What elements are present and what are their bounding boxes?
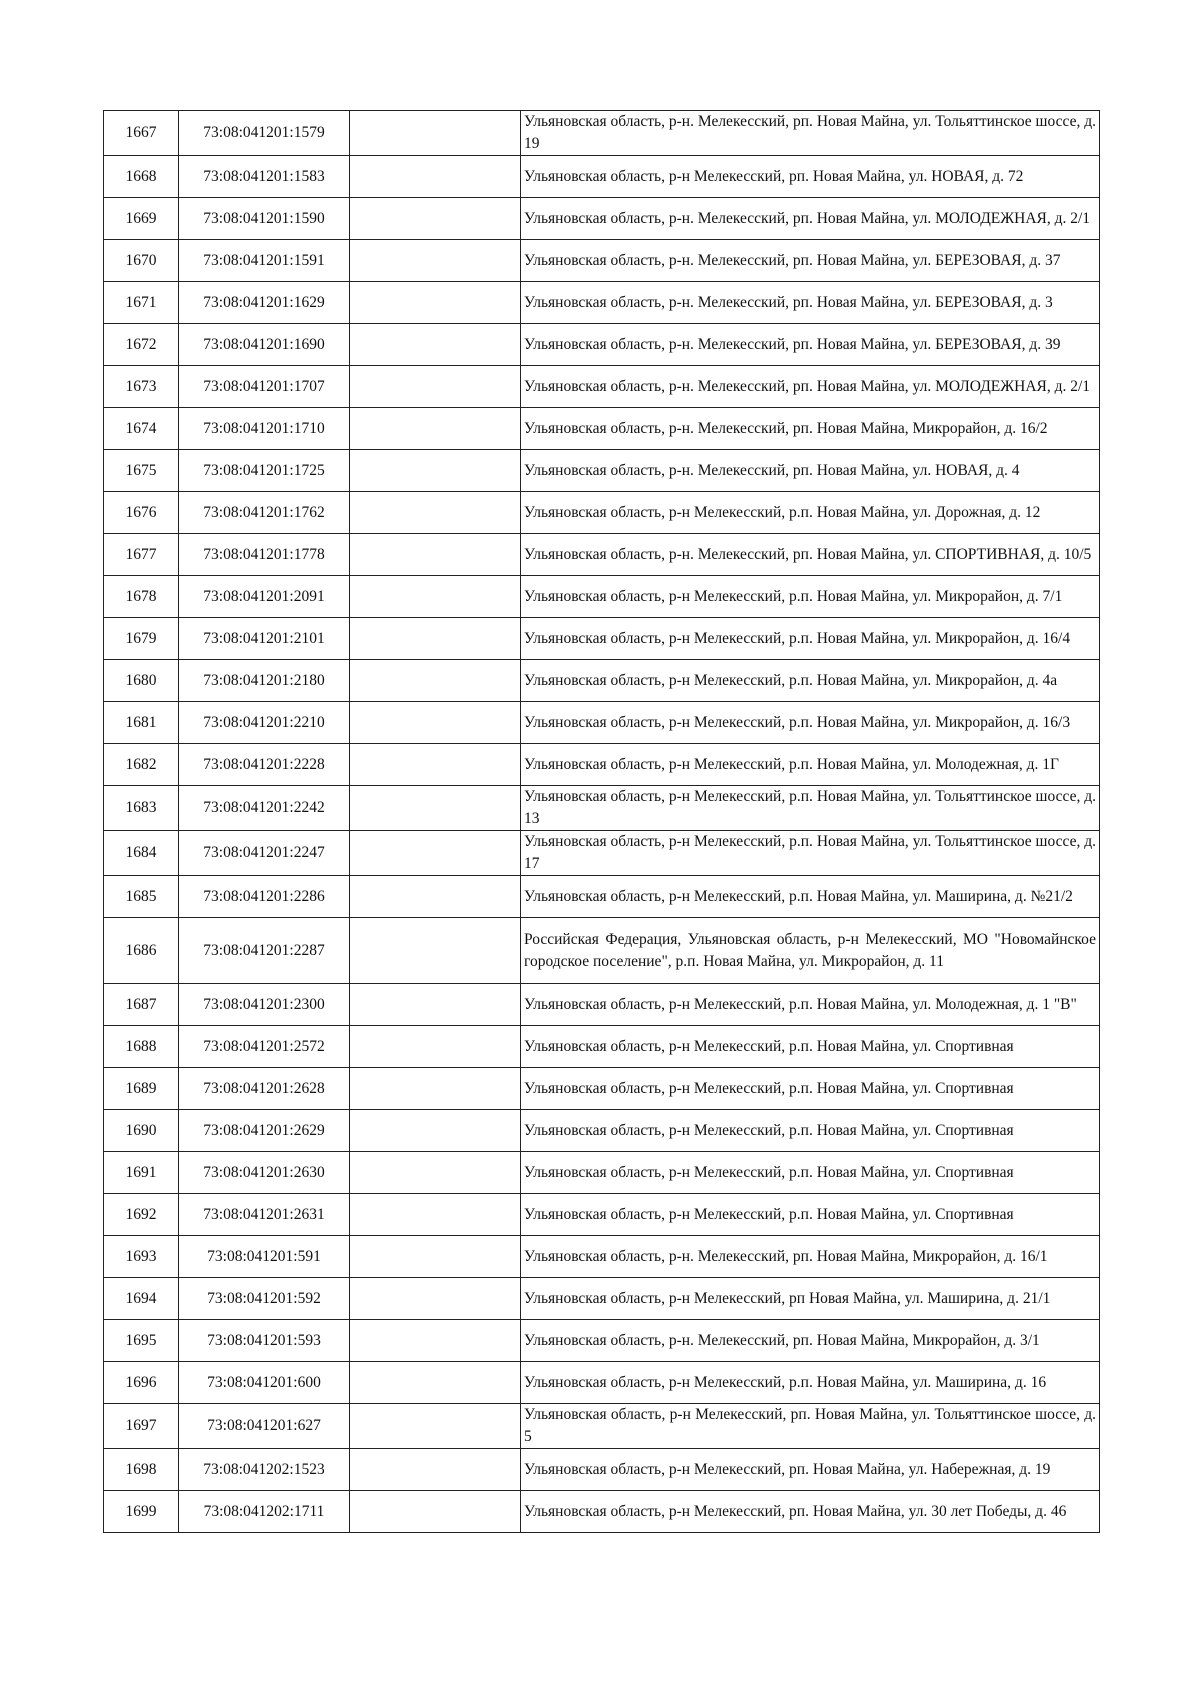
table-row	[104, 534, 1100, 576]
row-number-cell: 1683	[104, 786, 179, 831]
row-number-cell: 1686	[104, 918, 179, 984]
cadastral-number-cell: 73:08:041201:1725	[179, 450, 350, 492]
row-number-cell: 1674	[104, 408, 179, 450]
table-row	[104, 984, 1100, 1026]
empty-cell	[350, 1068, 521, 1110]
address-cell: Ульяновская область, р-н Мелекесский, р.п. Новая Майна, ул. Спортивная	[521, 1110, 1100, 1152]
cadastral-number-cell: 73:08:041201:2628	[179, 1068, 350, 1110]
empty-cell	[350, 111, 521, 156]
cadastral-number-cell: 73:08:041201:2180	[179, 660, 350, 702]
cadastral-number-cell: 73:08:041201:1629	[179, 282, 350, 324]
address-cell: Ульяновская область, р-н Мелекесский, р.п. Новая Майна, ул. Маширина, д. №21/2	[521, 876, 1100, 918]
address-cell: Ульяновская область, р-н Мелекесский, р.п. Новая Майна, ул. Спортивная	[521, 1152, 1100, 1194]
empty-cell	[350, 918, 521, 984]
row-number-cell: 1671	[104, 282, 179, 324]
row-number-cell: 1689	[104, 1068, 179, 1110]
cadastral-number-cell: 73:08:041201:1778	[179, 534, 350, 576]
address-cell: Ульяновская область, р-н Мелекесский, рп. Новая Майна, ул. Набережная, д. 19	[521, 1449, 1100, 1491]
address-cell: Ульяновская область, р-н. Мелекесский, рп. Новая Майна, Микрорайон, д. 16/1	[521, 1236, 1100, 1278]
empty-cell	[350, 1449, 521, 1491]
cadastral-number-cell: 73:08:041201:2091	[179, 576, 350, 618]
empty-cell	[350, 1362, 521, 1404]
address-cell: Ульяновская область, р-н. Мелекесский, рп. Новая Майна, Микрорайон, д. 3/1	[521, 1320, 1100, 1362]
address-cell: Ульяновская область, р-н Мелекесский, рп. Новая Майна, ул. Тольяттинское шоссе, д. 5	[521, 1404, 1100, 1449]
cadastral-number-cell: 73:08:041201:593	[179, 1320, 350, 1362]
address-cell: Ульяновская область, р-н Мелекесский, р.п. Новая Майна, ул. Микрорайон, д. 16/3	[521, 702, 1100, 744]
table-row	[104, 156, 1100, 198]
row-number-cell: 1694	[104, 1278, 179, 1320]
empty-cell	[350, 702, 521, 744]
row-number-cell: 1691	[104, 1152, 179, 1194]
empty-cell	[350, 156, 521, 198]
cadastral-number-cell: 73:08:041201:2287	[179, 918, 350, 984]
cadastral-number-cell: 73:08:041201:1583	[179, 156, 350, 198]
row-number-cell: 1696	[104, 1362, 179, 1404]
address-cell: Ульяновская область, р-н Мелекесский, р.п. Новая Майна, ул. Микрорайон, д. 4а	[521, 660, 1100, 702]
row-number-cell: 1675	[104, 450, 179, 492]
row-number-cell: 1670	[104, 240, 179, 282]
table-row	[104, 702, 1100, 744]
row-number-cell: 1667	[104, 111, 179, 156]
table-row	[104, 111, 1100, 156]
row-number-cell: 1681	[104, 702, 179, 744]
row-number-cell: 1699	[104, 1491, 179, 1533]
table-row	[104, 1320, 1100, 1362]
table-row	[104, 1110, 1100, 1152]
table-row	[104, 618, 1100, 660]
cadastral-registry-table	[103, 110, 1100, 1533]
row-number-cell: 1690	[104, 1110, 179, 1152]
registry-table-body	[104, 111, 1100, 1533]
empty-cell	[350, 198, 521, 240]
cadastral-number-cell: 73:08:041201:2242	[179, 786, 350, 831]
empty-cell	[350, 786, 521, 831]
table-row	[104, 408, 1100, 450]
cadastral-number-cell: 73:08:041201:2300	[179, 984, 350, 1026]
table-row	[104, 1236, 1100, 1278]
table-row	[104, 1491, 1100, 1533]
empty-cell	[350, 240, 521, 282]
address-cell: Ульяновская область, р-н Мелекесский, р.п. Новая Майна, ул. Тольяттинское шоссе, д. 13	[521, 786, 1100, 831]
table-row	[104, 282, 1100, 324]
table-row	[104, 1362, 1100, 1404]
address-cell: Ульяновская область, р-н. Мелекесский, рп. Новая Майна, ул. МОЛОДЕЖНАЯ, д. 2/1	[521, 198, 1100, 240]
address-cell: Ульяновская область, р-н Мелекесский, р.п. Новая Майна, ул. Молодежная, д. 1 "В"	[521, 984, 1100, 1026]
empty-cell	[350, 282, 521, 324]
cadastral-number-cell: 73:08:041201:2210	[179, 702, 350, 744]
empty-cell	[350, 324, 521, 366]
cadastral-number-cell: 73:08:041201:2572	[179, 1026, 350, 1068]
address-cell: Ульяновская область, р-н Мелекесский, р.п. Новая Майна, ул. Дорожная, д. 12	[521, 492, 1100, 534]
empty-cell	[350, 1404, 521, 1449]
row-number-cell: 1697	[104, 1404, 179, 1449]
address-cell: Ульяновская область, р-н Мелекесский, р.п. Новая Майна, ул. Спортивная	[521, 1194, 1100, 1236]
address-cell: Ульяновская область, р-н Мелекесский, р.п. Новая Майна, ул. Тольяттинское шоссе, д. 17	[521, 831, 1100, 876]
table-row	[104, 744, 1100, 786]
cadastral-number-cell: 73:08:041201:1579	[179, 111, 350, 156]
row-number-cell: 1676	[104, 492, 179, 534]
table-row	[104, 324, 1100, 366]
empty-cell	[350, 876, 521, 918]
table-row	[104, 918, 1100, 984]
table-row	[104, 1449, 1100, 1491]
cadastral-number-cell: 73:08:041201:2228	[179, 744, 350, 786]
row-number-cell: 1692	[104, 1194, 179, 1236]
cadastral-number-cell: 73:08:041201:2629	[179, 1110, 350, 1152]
cadastral-number-cell: 73:08:041201:591	[179, 1236, 350, 1278]
address-cell: Ульяновская область, р-н. Мелекесский, рп. Новая Майна, ул. БЕРЕЗОВАЯ, д. 39	[521, 324, 1100, 366]
table-row	[104, 1404, 1100, 1449]
row-number-cell: 1668	[104, 156, 179, 198]
empty-cell	[350, 1026, 521, 1068]
empty-cell	[350, 576, 521, 618]
address-cell: Ульяновская область, р-н Мелекесский, р.п. Новая Майна, ул. Спортивная	[521, 1026, 1100, 1068]
address-cell: Ульяновская область, р-н. Мелекесский, рп. Новая Майна, ул. СПОРТИВНАЯ, д. 10/5	[521, 534, 1100, 576]
address-cell: Ульяновская область, р-н Мелекесский, рп Новая Майна, ул. Маширина, д. 21/1	[521, 1278, 1100, 1320]
row-number-cell: 1682	[104, 744, 179, 786]
cadastral-number-cell: 73:08:041201:600	[179, 1362, 350, 1404]
address-cell: Ульяновская область, р-н. Мелекесский, рп. Новая Майна, ул. НОВАЯ, д. 4	[521, 450, 1100, 492]
cadastral-number-cell: 73:08:041201:627	[179, 1404, 350, 1449]
cadastral-number-cell: 73:08:041201:1762	[179, 492, 350, 534]
address-cell: Ульяновская область, р-н Мелекесский, рп. Новая Майна, ул. НОВАЯ, д. 72	[521, 156, 1100, 198]
row-number-cell: 1684	[104, 831, 179, 876]
table-row	[104, 492, 1100, 534]
table-row	[104, 831, 1100, 876]
row-number-cell: 1672	[104, 324, 179, 366]
empty-cell	[350, 744, 521, 786]
address-cell: Ульяновская область, р-н. Мелекесский, рп. Новая Майна, ул. Тольяттинское шоссе, д. 19	[521, 111, 1100, 156]
cadastral-number-cell: 73:08:041201:1590	[179, 198, 350, 240]
row-number-cell: 1680	[104, 660, 179, 702]
row-number-cell: 1677	[104, 534, 179, 576]
address-cell: Ульяновская область, р-н. Мелекесский, рп. Новая Майна, ул. МОЛОДЕЖНАЯ, д. 2/1	[521, 366, 1100, 408]
cadastral-number-cell: 73:08:041201:1690	[179, 324, 350, 366]
empty-cell	[350, 534, 521, 576]
row-number-cell: 1688	[104, 1026, 179, 1068]
table-row	[104, 1152, 1100, 1194]
cadastral-number-cell: 73:08:041201:2101	[179, 618, 350, 660]
cadastral-number-cell: 73:08:041201:2631	[179, 1194, 350, 1236]
empty-cell	[350, 831, 521, 876]
address-cell: Российская Федерация, Ульяновская область, р-н Мелекесский, МО "Новомайнское городское поселение", р.п. Новая Майна, ул. Микрорайон, д. 11	[521, 918, 1100, 984]
row-number-cell: 1679	[104, 618, 179, 660]
table-row	[104, 1068, 1100, 1110]
row-number-cell: 1687	[104, 984, 179, 1026]
empty-cell	[350, 984, 521, 1026]
table-row	[104, 660, 1100, 702]
row-number-cell: 1673	[104, 366, 179, 408]
empty-cell	[350, 450, 521, 492]
empty-cell	[350, 1194, 521, 1236]
cadastral-number-cell: 73:08:041201:2247	[179, 831, 350, 876]
table-row	[104, 450, 1100, 492]
empty-cell	[350, 366, 521, 408]
row-number-cell: 1678	[104, 576, 179, 618]
table-row	[104, 876, 1100, 918]
row-number-cell: 1695	[104, 1320, 179, 1362]
empty-cell	[350, 1152, 521, 1194]
cadastral-number-cell: 73:08:041201:1707	[179, 366, 350, 408]
address-cell: Ульяновская область, р-н Мелекесский, р.п. Новая Майна, ул. Маширина, д. 16	[521, 1362, 1100, 1404]
row-number-cell: 1698	[104, 1449, 179, 1491]
address-cell: Ульяновская область, р-н. Мелекесский, рп. Новая Майна, ул. БЕРЕЗОВАЯ, д. 3	[521, 282, 1100, 324]
row-number-cell: 1693	[104, 1236, 179, 1278]
empty-cell	[350, 1236, 521, 1278]
empty-cell	[350, 492, 521, 534]
address-cell: Ульяновская область, р-н Мелекесский, р.п. Новая Майна, ул. Микрорайон, д. 16/4	[521, 618, 1100, 660]
row-number-cell: 1669	[104, 198, 179, 240]
table-row	[104, 1194, 1100, 1236]
table-row	[104, 786, 1100, 831]
cadastral-number-cell: 73:08:041201:2630	[179, 1152, 350, 1194]
address-cell: Ульяновская область, р-н Мелекесский, р.п. Новая Майна, ул. Молодежная, д. 1Г	[521, 744, 1100, 786]
empty-cell	[350, 1320, 521, 1362]
row-number-cell: 1685	[104, 876, 179, 918]
table-row	[104, 1026, 1100, 1068]
empty-cell	[350, 660, 521, 702]
empty-cell	[350, 408, 521, 450]
empty-cell	[350, 1278, 521, 1320]
cadastral-number-cell: 73:08:041201:592	[179, 1278, 350, 1320]
table-row	[104, 576, 1100, 618]
cadastral-number-cell: 73:08:041201:2286	[179, 876, 350, 918]
table-row	[104, 1278, 1100, 1320]
cadastral-number-cell: 73:08:041201:1591	[179, 240, 350, 282]
table-row	[104, 240, 1100, 282]
address-cell: Ульяновская область, р-н. Мелекесский, рп. Новая Майна, Микрорайон, д. 16/2	[521, 408, 1100, 450]
empty-cell	[350, 618, 521, 660]
cadastral-number-cell: 73:08:041201:1710	[179, 408, 350, 450]
table-row	[104, 366, 1100, 408]
address-cell: Ульяновская область, р-н Мелекесский, р.п. Новая Майна, ул. Спортивная	[521, 1068, 1100, 1110]
empty-cell	[350, 1491, 521, 1533]
cadastral-number-cell: 73:08:041202:1711	[179, 1491, 350, 1533]
address-cell: Ульяновская область, р-н Мелекесский, р.п. Новая Майна, ул. Микрорайон, д. 7/1	[521, 576, 1100, 618]
address-cell: Ульяновская область, р-н. Мелекесский, рп. Новая Майна, ул. БЕРЕЗОВАЯ, д. 37	[521, 240, 1100, 282]
cadastral-number-cell: 73:08:041202:1523	[179, 1449, 350, 1491]
address-cell: Ульяновская область, р-н Мелекесский, рп. Новая Майна, ул. 30 лет Победы, д. 46	[521, 1491, 1100, 1533]
empty-cell	[350, 1110, 521, 1152]
table-row	[104, 198, 1100, 240]
